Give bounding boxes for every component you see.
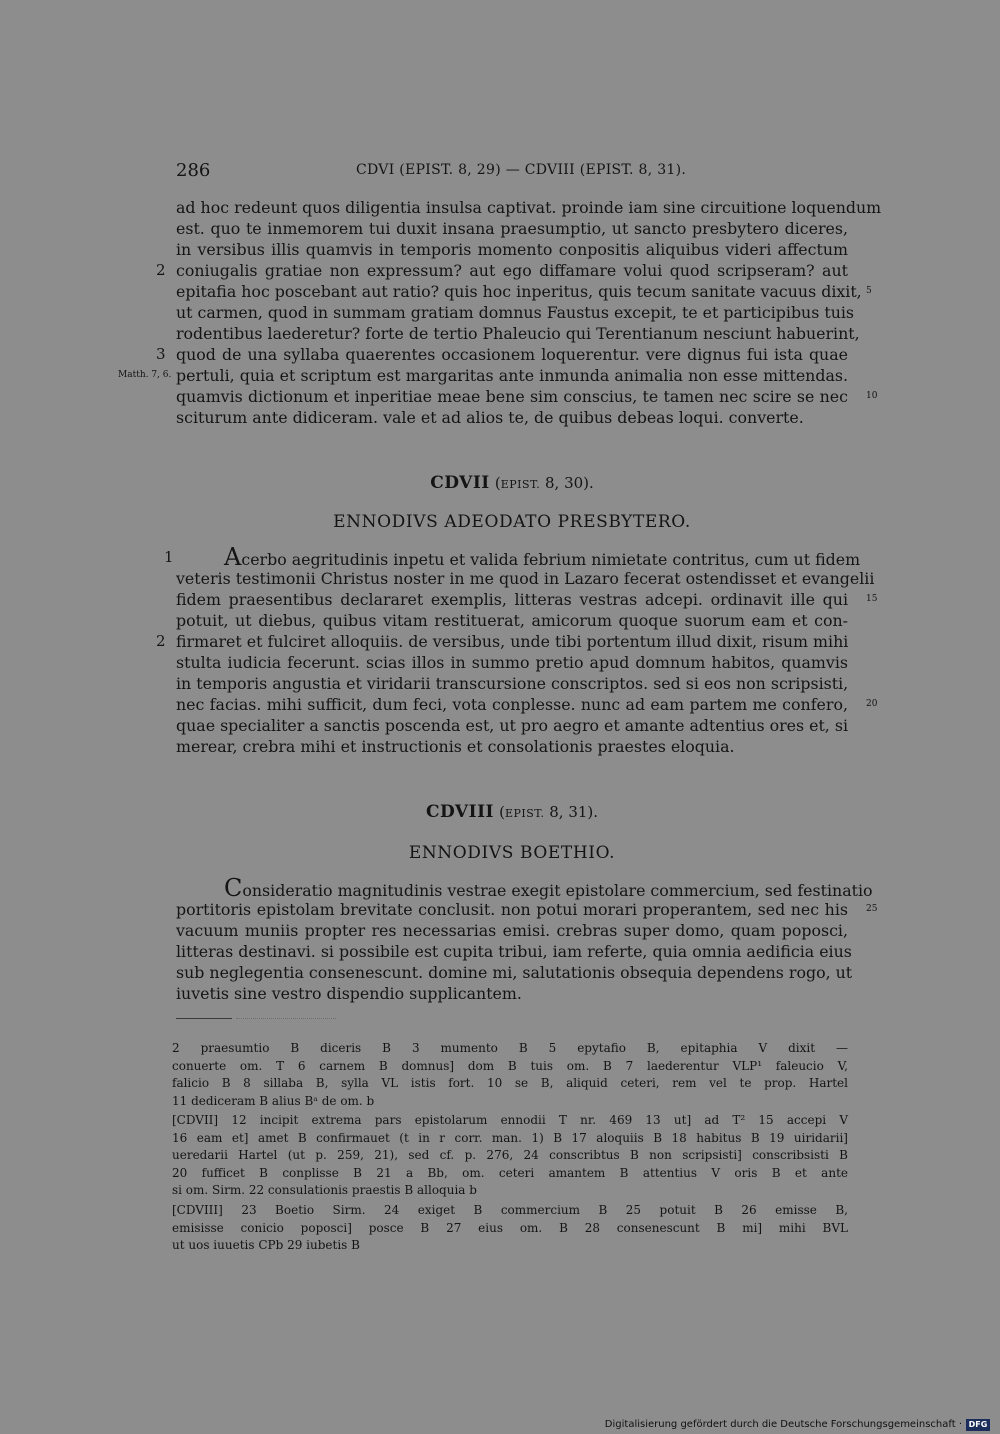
text-line: quamvis dictionum et inperitiae meae bene sim conscius, te tamen nec scire se nec	[176, 387, 848, 406]
text-line: rodentibus laederetur? forte de tertio Phaleucio qui Terentianum nesciunt habuerint,	[176, 324, 860, 343]
text-line: in temporis angustia et viridarii transcursione conscriptos. sed si eos non scripsisti,	[176, 674, 849, 693]
text-line: Consideratio magnitudinis vestrae exegit epistolare commercium, sed festinatio	[224, 874, 873, 902]
section-id: CDVIII	[425, 802, 494, 822]
line-number: 20	[866, 699, 878, 709]
footnote-rule-faint	[236, 1018, 336, 1019]
line-number: 25	[866, 904, 878, 914]
digitization-credit: Digitalisierung gefördert durch die Deutsche Forschungsgemeinschaft ·	[604, 1419, 962, 1430]
section-id: CDVII	[430, 473, 490, 493]
line-number: 5	[866, 286, 872, 296]
page-number: 286	[176, 160, 211, 181]
text-line: vacuum muniis propter res necessarias emisi. crebras super domo, quam poposci,	[176, 921, 848, 940]
apparatus-line: 11 dediceram B alius Bᵃ de om. b	[172, 1093, 375, 1108]
text-line: stulta iudicia fecerunt. scias illos in summo pretio apud domnum habitos, quamvis	[176, 653, 848, 672]
text-line: quae specialiter a sanctis poscenda est, ut pro aegro et amante adtentius ores et, si	[176, 716, 849, 735]
apparatus-line: 2 praesumtio B diceris B 3 mumento B 5 epytafio B, epitaphia V dixit —	[172, 1041, 848, 1055]
text-line: potuit, ut diebus, quibus vitam restituerat, amicorum quoque suorum eam et con-	[176, 611, 848, 630]
text-line: sciturum ante didiceram. vale et ad alios te, de quibus debeas loqui. converte.	[176, 408, 804, 427]
initial-letter: A	[224, 543, 242, 571]
text-line: iuvetis sine vestro dispendio supplicantem.	[176, 984, 522, 1003]
running-title: CDVI (EPIST. 8, 29) — CDVIII (EPIST. 8, 31).	[356, 162, 687, 178]
bible-reference: Matth. 7, 6.	[118, 370, 172, 380]
footnote-rule	[176, 1018, 232, 1019]
line-number: 10	[866, 391, 878, 401]
addressee-408: ENNODIVS BOETHIO.	[408, 843, 616, 863]
apparatus-group-2	[172, 1112, 848, 1200]
addressee-407: ENNODIVS ADEODATO PRESBYTERO.	[333, 512, 691, 532]
epist-label: EPIST.	[504, 807, 545, 820]
text-line: veteris testimonii Christus noster in me quod in Lazaro fecerat ostendisset et evangelii	[176, 569, 875, 588]
paragraph-number: 2	[156, 261, 166, 279]
paragraph-number: 2	[156, 632, 166, 650]
text-line: est. quo te inmemorem tui duxit insana praesumptio, ut sancto presbytero diceres,	[176, 219, 848, 238]
apparatus-group-3	[172, 1202, 848, 1255]
text-line: quod de una syllaba quaerentes occasionem loquerentur. vere dignus fui ista quae	[176, 345, 848, 364]
section-heading-408: CDVIII (EPIST. 8, 31).	[425, 802, 599, 822]
apparatus-line: conuerte om. T 6 carnem B domnus] dom B tuis om. B 7 laederentur VLP¹ faleucio V,	[172, 1058, 848, 1073]
apparatus-group-1	[172, 1040, 848, 1110]
text-line: Acerbo aegritudinis inpetu et valida febrium nimietate contritus, cum ut fidem	[224, 543, 861, 571]
text-line: in versibus illis quamvis in temporis momento conpositis aliquibus videri affectum	[176, 240, 848, 259]
running-header	[176, 160, 848, 184]
epist-label: EPIST.	[500, 478, 541, 491]
apparatus-line: 16 eam et] amet B confirmauet (t in r corr. man. 1) B 17 aloquiis B 18 habitus B 19 uiridarii]	[172, 1130, 848, 1145]
text-line: epitafia hoc poscebant aut ratio? quis hoc inperitus, quis tecum sanitate vacuus dixit,	[176, 282, 862, 301]
apparatus-line: ueredarii Hartel (ut p. 259, 21), sed cf. p. 276, 24 conscribtus B non scripsisti] conscribsisti B	[172, 1148, 848, 1162]
text-line: nec facias. mihi sufficit, dum feci, vota conplesse. nunc ad eam partem me confero,	[176, 695, 848, 714]
dfg-logo-icon: DFG	[966, 1419, 990, 1431]
text-line: portitoris epistolam brevitate conclusit. non potui morari properantem, sed nec his	[176, 900, 848, 919]
paragraph-number: 3	[156, 345, 166, 363]
text-line: ut carmen, quod in summam gratiam domnus Faustus excepit, te et participibus tuis	[176, 303, 855, 322]
text-line: merear, crebra mihi et instructionis et consolationis praestes eloquia.	[176, 737, 735, 756]
text-line: firmaret et fulciret alloquiis. de versibus, unde tibi portentum illud dixit, risum mihi	[176, 632, 849, 651]
text-line: pertuli, quia et scriptum est margaritas ante inmunda animalia non esse mittendas.	[176, 366, 848, 385]
text-line: coniugalis gratiae non expressum? aut ego diffamare volui quod scripseram? aut	[176, 261, 848, 280]
apparatus-line: falicio B 8 sillaba B, sylla VL istis fort. 10 se B, aliquid ceteri, rem vel te prop. Hartel	[172, 1076, 848, 1090]
apparatus-line: ut uos iuuetis CPb 29 iubetis B	[172, 1238, 360, 1252]
text-line: ad hoc redeunt quos diligentia insulsa captivat. proinde iam sine circuitione loquendum	[176, 198, 882, 217]
apparatus-line: [CDVII] 12 incipit extrema pars epistolarum ennodii T nr. 469 13 ut] ad T² 15 accepi V	[172, 1113, 848, 1127]
text-line: litteras destinavi. si possibile est cupita tribui, iam referte, quia omnia aedificia eius	[176, 942, 852, 961]
apparatus-line: 20 fufficet B conplisse B 21 a Bb, om. ceteri amantem B attentius V oris B et ante	[172, 1165, 848, 1180]
paragraph-number: 1	[164, 548, 174, 566]
line-number: 15	[866, 594, 878, 604]
section-heading-407: CDVII (EPIST. 8, 30).	[430, 473, 594, 493]
initial-letter: C	[224, 874, 243, 902]
text-line: sub neglegentia consenescunt. domine mi, salutationis obsequia dependens rogo, ut	[176, 963, 853, 982]
apparatus-line: emisisse conicio poposci] posce B 27 eius om. B 28 consenescunt B mi] mihi BVL	[172, 1220, 848, 1235]
text-line: fidem praesentibus declararet exemplis, litteras vestras adcepi. ordinavit ille qui	[176, 590, 848, 609]
apparatus-line: si om. Sirm. 22 consulationis praestis B alloquia b	[172, 1183, 477, 1197]
apparatus-line: [CDVIII] 23 Boetio Sirm. 24 exiget B commercium B 25 potuit B 26 emisse B,	[172, 1203, 848, 1217]
